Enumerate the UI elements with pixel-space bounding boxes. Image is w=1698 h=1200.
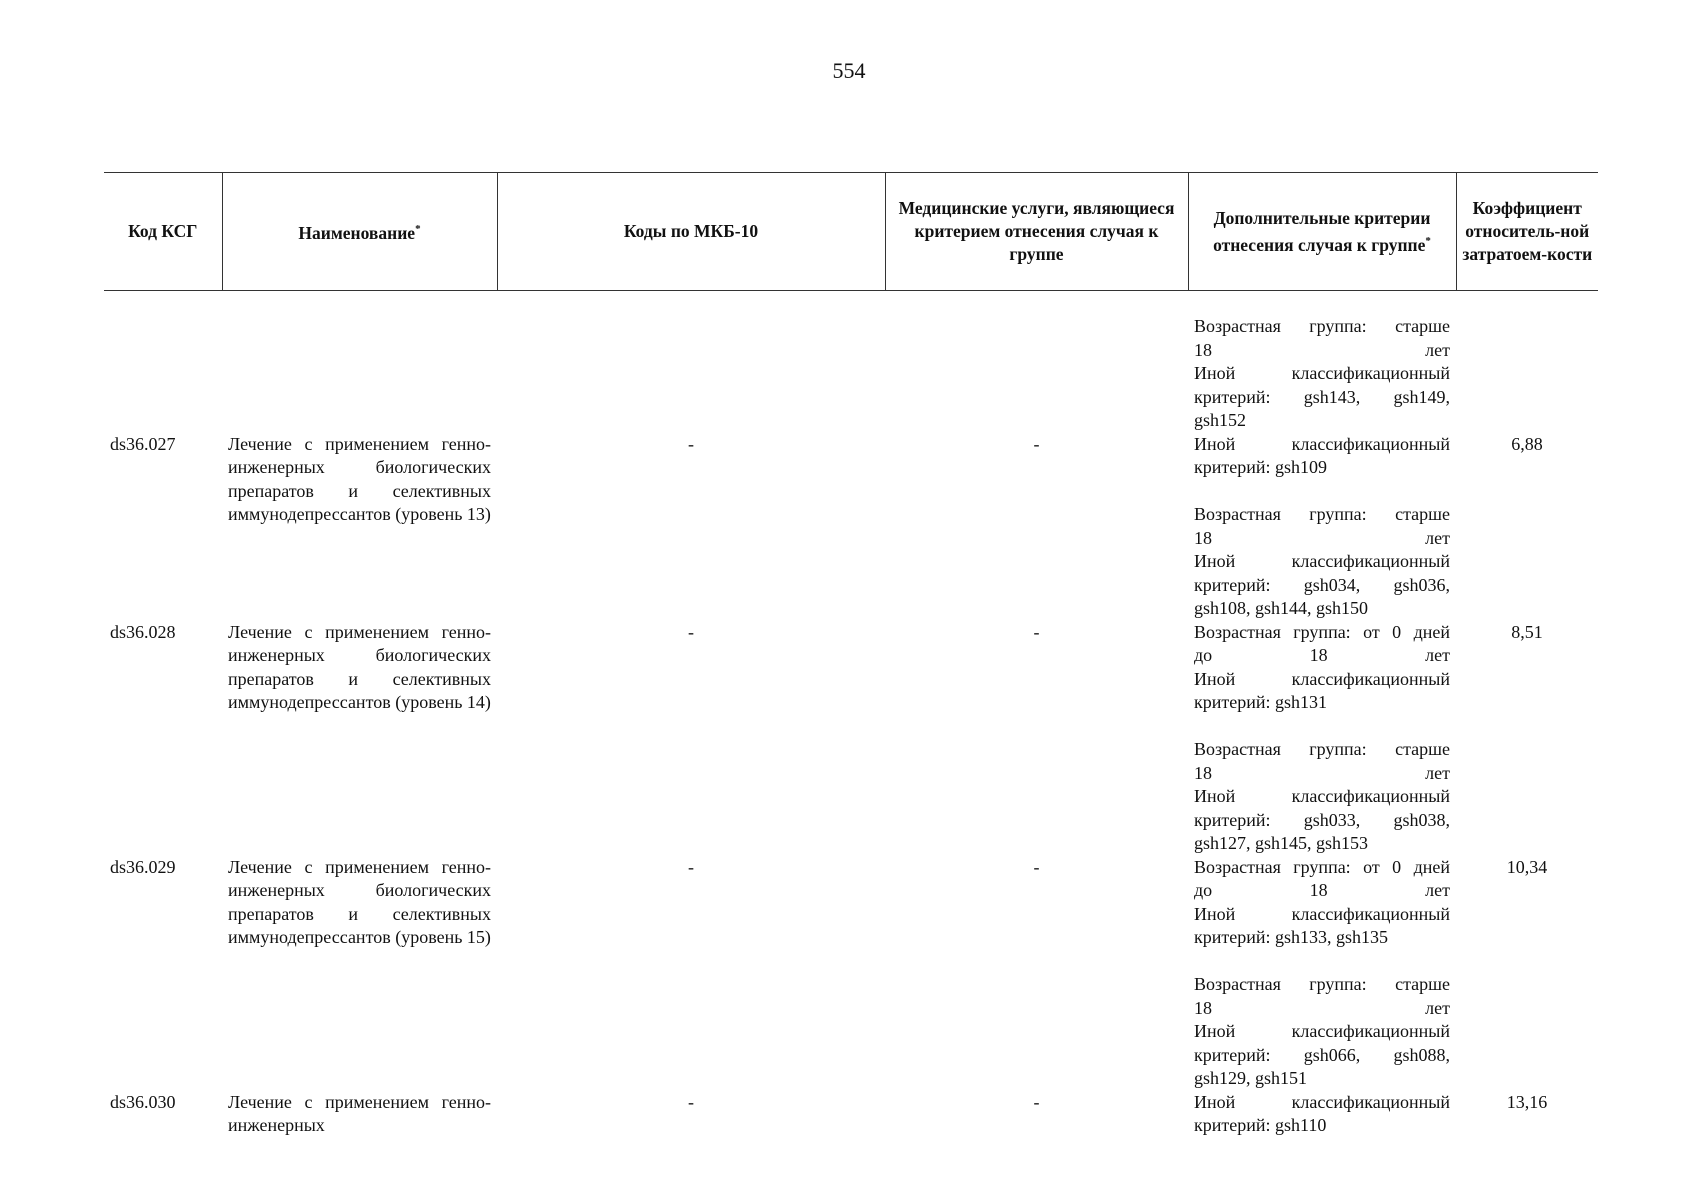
table-row — [104, 433, 1598, 621]
criteria-main — [1194, 621, 1450, 715]
coef-cell: 8,51 — [1511, 621, 1543, 642]
criteria-cell — [1188, 1091, 1456, 1138]
criteria-line: Возрастная группа: от 0 дней — [1194, 856, 1450, 877]
criteria-line: Иной классификационный — [1194, 786, 1450, 806]
services-cell: - — [1033, 621, 1040, 642]
coef-cell: 6,88 — [1511, 433, 1543, 454]
coef-cell: 10,34 — [1506, 856, 1548, 877]
criteria-line: критерий: gsh109 — [1194, 457, 1328, 477]
criteria-gap — [1194, 950, 1450, 974]
criteria-line: Иной классификационный — [1194, 363, 1450, 383]
table-body — [104, 291, 1598, 1138]
services-cell: - — [1033, 433, 1040, 454]
criteria-line: до 18 лет — [1194, 645, 1450, 665]
criteria-line: 18 лет — [1194, 339, 1450, 360]
table-row — [104, 1091, 1598, 1138]
name-cell: Лечение с применением генно-инженерных биологических препаратов и селективных иммунодепрессантов (уровень 14) — [228, 621, 491, 712]
continuation-criteria — [1194, 315, 1450, 433]
services-cell: - — [1033, 856, 1040, 877]
name-cell: Лечение с применением генно-инженерных — [228, 1091, 491, 1135]
criteria-line: критерий: gsh131 — [1194, 692, 1328, 712]
criteria-line: Иной классификационный — [1194, 1091, 1450, 1112]
spacer-row — [104, 291, 1598, 316]
criteria-line: Иной классификационный — [1194, 433, 1450, 454]
criteria-line: критерий: gsh066, gsh088, — [1194, 1044, 1450, 1065]
criteria-line: Возрастная группа: старше — [1194, 504, 1450, 524]
criteria-cell — [1188, 433, 1456, 621]
criteria-gap — [1194, 480, 1450, 504]
criteria-line: Возрастная группа: старше — [1194, 739, 1450, 759]
criteria-main — [1194, 1091, 1450, 1138]
criteria-line: 18 лет — [1194, 997, 1450, 1018]
criteria-cell — [1188, 856, 1456, 1091]
criteria-line: критерий: gsh110 — [1194, 1115, 1327, 1135]
header-mkb: Коды по МКБ-10 — [497, 173, 885, 291]
criteria-line: Возрастная группа: старше — [1194, 974, 1450, 994]
criteria-line: критерий: gsh133, gsh135 — [1194, 927, 1389, 947]
continuation-row — [104, 315, 1598, 433]
criteria-line: Иной классификационный — [1194, 668, 1450, 689]
criteria-line: до 18 лет — [1194, 880, 1450, 900]
criteria-line: критерий: gsh143, gsh149, — [1194, 386, 1450, 407]
header-services: Медицинские услуги, являющиеся критерием отнесения случая к группе — [885, 173, 1188, 291]
criteria-line: gsh152 — [1194, 410, 1247, 430]
table-header-row — [104, 173, 1598, 291]
table-row — [104, 621, 1598, 856]
header-coef: Коэффициент относитель-ной затратоем-кости — [1456, 173, 1598, 291]
criteria-extra — [1194, 503, 1450, 621]
criteria-main — [1194, 433, 1450, 480]
header-criteria: Дополнительные критерии отнесения случая к группе* — [1188, 173, 1456, 291]
code-cell: ds36.027 — [110, 433, 176, 454]
criteria-main — [1194, 856, 1450, 950]
criteria-line: Возрастная группа: от 0 дней — [1194, 621, 1450, 642]
criteria-extra — [1194, 973, 1450, 1091]
criteria-line: Иной классификационный — [1194, 551, 1450, 571]
ksg-table — [104, 172, 1598, 1138]
mkb-cell: - — [688, 856, 694, 877]
criteria-line: 18 лет — [1194, 527, 1450, 548]
criteria-line: Иной классификационный — [1194, 1021, 1450, 1041]
name-cell: Лечение с применением генно-инженерных биологических препаратов и селективных иммунодепрессантов (уровень 13) — [228, 433, 491, 524]
criteria-line: gsh127, gsh145, gsh153 — [1194, 833, 1369, 853]
header-code: Код КСГ — [104, 173, 222, 291]
criteria-line: 18 лет — [1194, 762, 1450, 783]
mkb-cell: - — [688, 621, 694, 642]
header-name: Наименование* — [222, 173, 497, 291]
coef-cell: 13,16 — [1506, 1091, 1548, 1112]
criteria-line: Иной классификационный — [1194, 903, 1450, 924]
header-criteria-footnote-mark: * — [1425, 234, 1431, 247]
table-row — [104, 856, 1598, 1091]
page-number: 554 — [832, 58, 866, 83]
code-cell: ds36.030 — [110, 1091, 176, 1112]
name-cell: Лечение с применением генно-инженерных биологических препаратов и селективных иммунодепрессантов (уровень 15) — [228, 856, 491, 947]
criteria-line: gsh129, gsh151 — [1194, 1068, 1308, 1088]
criteria-line: критерий: gsh034, gsh036, — [1194, 574, 1450, 595]
criteria-line: критерий: gsh033, gsh038, — [1194, 809, 1450, 830]
code-cell: ds36.028 — [110, 621, 176, 642]
header-name-footnote-mark: * — [415, 223, 421, 236]
services-cell: - — [1033, 1091, 1040, 1112]
criteria-line: gsh108, gsh144, gsh150 — [1194, 598, 1369, 618]
continuation-criteria-cell — [1188, 315, 1456, 433]
criteria-gap — [1194, 715, 1450, 739]
code-cell: ds36.029 — [110, 856, 176, 877]
mkb-cell: - — [688, 433, 694, 454]
criteria-line: Возрастная группа: старше — [1194, 316, 1450, 336]
mkb-cell: - — [688, 1091, 694, 1112]
criteria-cell — [1188, 621, 1456, 856]
criteria-extra — [1194, 738, 1450, 856]
